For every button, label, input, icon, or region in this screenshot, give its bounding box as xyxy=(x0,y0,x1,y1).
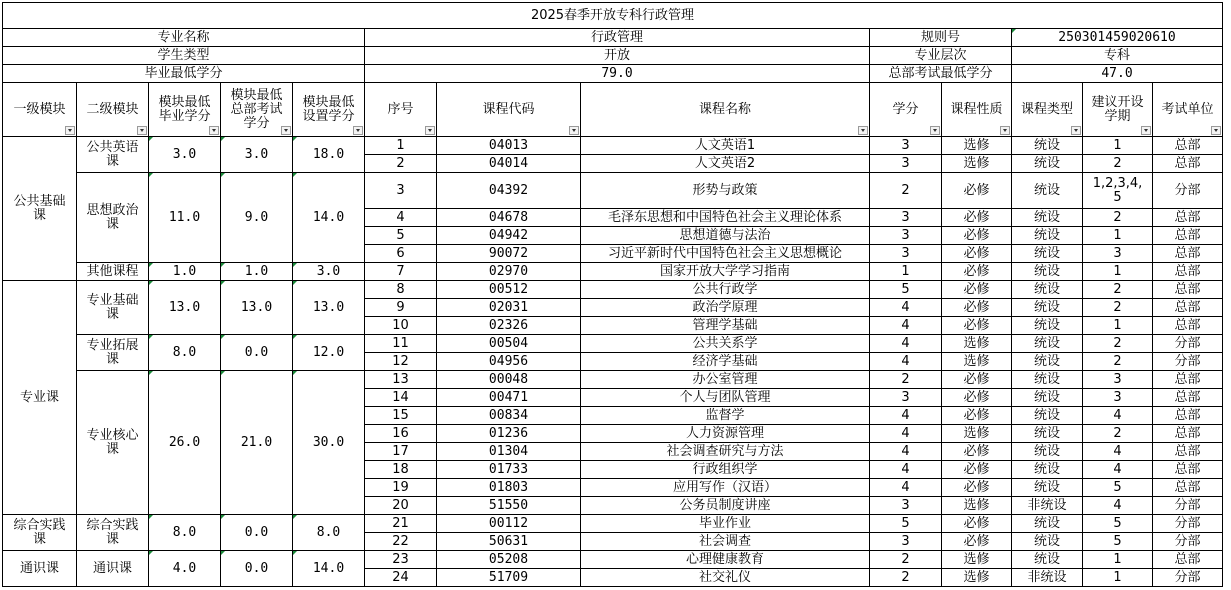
header-level1[interactable]: 一级模块 xyxy=(3,83,77,137)
course-code: 00112 xyxy=(437,515,581,533)
course-nature: 必修 xyxy=(942,461,1012,479)
table-row xyxy=(3,137,1223,155)
course-nature: 选修 xyxy=(942,353,1012,371)
module-min-hq-value: 9.0 xyxy=(221,173,293,263)
level2-module-cell: 专业核心 课 xyxy=(77,371,149,515)
course-unit: 总部 xyxy=(1153,281,1223,299)
filter-dropdown-icon[interactable] xyxy=(1141,126,1151,135)
header-name[interactable]: 课程名称 xyxy=(581,83,870,137)
course-name: 政治学原理 xyxy=(581,299,870,317)
module-min-set-value: 18.0 xyxy=(293,137,365,173)
level2-module-cell: 专业基础 课 xyxy=(77,281,149,335)
course-code: 50631 xyxy=(437,533,581,551)
course-term: 2 xyxy=(1083,155,1153,173)
course-credit: 5 xyxy=(870,515,942,533)
course-unit: 总部 xyxy=(1153,443,1223,461)
course-name: 毕业作业 xyxy=(581,515,870,533)
course-term: 4 xyxy=(1083,443,1153,461)
course-seq: 3 xyxy=(365,173,437,209)
module-min-grad-value: 26.0 xyxy=(149,371,221,515)
course-name: 公共关系学 xyxy=(581,335,870,353)
table-row xyxy=(3,371,1223,389)
course-type: 统设 xyxy=(1012,353,1083,371)
course-unit: 分部 xyxy=(1153,533,1223,551)
course-credit: 4 xyxy=(870,407,942,425)
course-code: 02326 xyxy=(437,317,581,335)
course-name: 人力资源管理 xyxy=(581,425,870,443)
module-min-hq-value: 0.0 xyxy=(221,515,293,551)
course-type: 统设 xyxy=(1012,245,1083,263)
course-seq: 17 xyxy=(365,443,437,461)
course-type: 非统设 xyxy=(1012,569,1083,587)
course-unit: 分部 xyxy=(1153,515,1223,533)
course-seq: 10 xyxy=(365,317,437,335)
course-code: 00471 xyxy=(437,389,581,407)
course-term: 2 xyxy=(1083,299,1153,317)
course-credit: 3 xyxy=(870,155,942,173)
rule-no-label: 规则号 xyxy=(870,29,1012,47)
header-code[interactable]: 课程代码 xyxy=(437,83,581,137)
module-min-set-value: 14.0 xyxy=(293,551,365,587)
course-unit: 总部 xyxy=(1153,389,1223,407)
course-unit: 总部 xyxy=(1153,245,1223,263)
course-term: 1 xyxy=(1083,317,1153,335)
course-credit: 3 xyxy=(870,227,942,245)
course-seq: 20 xyxy=(365,497,437,515)
course-term: 1,2,3,4, 5 xyxy=(1083,173,1153,209)
course-term: 5 xyxy=(1083,479,1153,497)
student-type-value: 开放 xyxy=(365,47,870,65)
course-nature: 必修 xyxy=(942,209,1012,227)
course-seq: 5 xyxy=(365,227,437,245)
course-name: 社交礼仪 xyxy=(581,569,870,587)
header-unit[interactable]: 考试单位 xyxy=(1153,83,1223,137)
course-unit: 分部 xyxy=(1153,569,1223,587)
course-credit: 3 xyxy=(870,497,942,515)
course-seq: 16 xyxy=(365,425,437,443)
course-name: 毛泽东思想和中国特色社会主义理论体系 xyxy=(581,209,870,227)
course-code: 02970 xyxy=(437,263,581,281)
course-credit: 3 xyxy=(870,533,942,551)
table-row xyxy=(3,263,1223,281)
min-credits-value: 79.0 xyxy=(365,65,870,83)
course-unit: 总部 xyxy=(1153,155,1223,173)
course-code: 04014 xyxy=(437,155,581,173)
course-code: 04956 xyxy=(437,353,581,371)
course-seq: 18 xyxy=(365,461,437,479)
course-credit: 2 xyxy=(870,173,942,209)
major-name-label: 专业名称 xyxy=(3,29,365,47)
course-type: 统设 xyxy=(1012,461,1083,479)
level1-module-cell: 专业课 xyxy=(3,281,77,515)
course-name: 公务员制度讲座 xyxy=(581,497,870,515)
course-unit: 总部 xyxy=(1153,227,1223,245)
header-nature[interactable]: 课程性质 xyxy=(942,83,1012,137)
course-seq: 14 xyxy=(365,389,437,407)
course-seq: 22 xyxy=(365,533,437,551)
header-seq[interactable]: 序号 xyxy=(365,83,437,137)
course-unit: 分部 xyxy=(1153,173,1223,209)
course-code: 04678 xyxy=(437,209,581,227)
level1-module-cell: 通识课 xyxy=(3,551,77,587)
course-credit: 3 xyxy=(870,245,942,263)
filter-dropdown-icon[interactable] xyxy=(209,126,219,135)
course-name: 人文英语1 xyxy=(581,137,870,155)
course-nature: 选修 xyxy=(942,497,1012,515)
level-label: 专业层次 xyxy=(870,47,1012,65)
course-nature: 必修 xyxy=(942,263,1012,281)
header-term[interactable]: 建议开设 学期 xyxy=(1083,83,1153,137)
course-term: 3 xyxy=(1083,371,1153,389)
course-nature: 选修 xyxy=(942,569,1012,587)
course-credit: 4 xyxy=(870,461,942,479)
filter-dropdown-icon[interactable] xyxy=(137,126,147,135)
course-unit: 分部 xyxy=(1153,335,1223,353)
course-unit: 总部 xyxy=(1153,461,1223,479)
course-name: 习近平新时代中国特色社会主义思想概论 xyxy=(581,245,870,263)
course-unit: 总部 xyxy=(1153,263,1223,281)
course-seq: 19 xyxy=(365,479,437,497)
course-seq: 12 xyxy=(365,353,437,371)
module-min-hq-value: 21.0 xyxy=(221,371,293,515)
module-min-grad-value: 1.0 xyxy=(149,263,221,281)
course-nature: 必修 xyxy=(942,281,1012,299)
course-seq: 24 xyxy=(365,569,437,587)
module-min-set-value: 14.0 xyxy=(293,173,365,263)
course-credit: 5 xyxy=(870,281,942,299)
filter-dropdown-icon[interactable] xyxy=(425,126,435,135)
filter-dropdown-icon[interactable] xyxy=(858,126,868,135)
course-name: 公共行政学 xyxy=(581,281,870,299)
course-name: 人文英语2 xyxy=(581,155,870,173)
hq-min-credits-label: 总部考试最低学分 xyxy=(870,65,1012,83)
course-unit: 总部 xyxy=(1153,317,1223,335)
header-mod-min-set[interactable]: 模块最低 设置学分 xyxy=(293,83,365,137)
level2-module-cell: 其他课程 xyxy=(77,263,149,281)
course-nature: 选修 xyxy=(942,155,1012,173)
course-plan-table xyxy=(2,2,1223,587)
min-credits-label: 毕业最低学分 xyxy=(3,65,365,83)
level1-module-cell: 综合实践 课 xyxy=(3,515,77,551)
course-type: 统设 xyxy=(1012,173,1083,209)
table-row xyxy=(3,551,1223,569)
module-min-grad-value: 13.0 xyxy=(149,281,221,335)
student-type-label: 学生类型 xyxy=(3,47,365,65)
course-type: 统设 xyxy=(1012,335,1083,353)
course-code: 01304 xyxy=(437,443,581,461)
module-min-hq-value: 13.0 xyxy=(221,281,293,335)
course-code: 05208 xyxy=(437,551,581,569)
filter-dropdown-icon[interactable] xyxy=(65,126,75,135)
course-credit: 4 xyxy=(870,425,942,443)
course-credit: 4 xyxy=(870,335,942,353)
course-code: 04013 xyxy=(437,137,581,155)
course-credit: 1 xyxy=(870,263,942,281)
course-nature: 必修 xyxy=(942,443,1012,461)
course-type: 统设 xyxy=(1012,371,1083,389)
course-unit: 总部 xyxy=(1153,371,1223,389)
course-term: 2 xyxy=(1083,281,1153,299)
course-credit: 3 xyxy=(870,137,942,155)
course-type: 统设 xyxy=(1012,425,1083,443)
course-name: 监督学 xyxy=(581,407,870,425)
course-name: 社会调查 xyxy=(581,533,870,551)
course-name: 思想道德与法治 xyxy=(581,227,870,245)
rule-no-value: 250301459020610 xyxy=(1012,29,1223,47)
level2-module-cell: 综合实践 课 xyxy=(77,515,149,551)
header-credit[interactable]: 学分 xyxy=(870,83,942,137)
table-row xyxy=(3,173,1223,209)
course-unit: 分部 xyxy=(1153,497,1223,515)
course-credit: 4 xyxy=(870,353,942,371)
filter-dropdown-icon[interactable] xyxy=(1071,126,1081,135)
course-nature: 必修 xyxy=(942,245,1012,263)
course-type: 统设 xyxy=(1012,299,1083,317)
header-level2[interactable]: 二级模块 xyxy=(77,83,149,137)
level2-module-cell: 专业拓展 课 xyxy=(77,335,149,371)
table-row xyxy=(3,281,1223,299)
course-seq: 11 xyxy=(365,335,437,353)
course-type: 统设 xyxy=(1012,209,1083,227)
course-term: 1 xyxy=(1083,569,1153,587)
table-row xyxy=(3,515,1223,533)
course-type: 统设 xyxy=(1012,263,1083,281)
course-type: 统设 xyxy=(1012,155,1083,173)
course-seq: 23 xyxy=(365,551,437,569)
course-unit: 总部 xyxy=(1153,299,1223,317)
course-credit: 2 xyxy=(870,371,942,389)
course-nature: 选修 xyxy=(942,425,1012,443)
course-name: 个人与团队管理 xyxy=(581,389,870,407)
course-type: 统设 xyxy=(1012,317,1083,335)
header-ctype[interactable]: 课程类型 xyxy=(1012,83,1083,137)
filter-dropdown-icon[interactable] xyxy=(1211,126,1221,135)
course-term: 1 xyxy=(1083,227,1153,245)
course-unit: 总部 xyxy=(1153,551,1223,569)
course-name: 应用写作（汉语） xyxy=(581,479,870,497)
course-type: 统设 xyxy=(1012,281,1083,299)
course-code: 01236 xyxy=(437,425,581,443)
course-seq: 7 xyxy=(365,263,437,281)
course-credit: 4 xyxy=(870,443,942,461)
course-nature: 选修 xyxy=(942,551,1012,569)
course-seq: 15 xyxy=(365,407,437,425)
module-min-grad-value: 8.0 xyxy=(149,515,221,551)
course-type: 统设 xyxy=(1012,551,1083,569)
course-credit: 4 xyxy=(870,317,942,335)
course-term: 1 xyxy=(1083,263,1153,281)
course-term: 4 xyxy=(1083,407,1153,425)
course-unit: 总部 xyxy=(1153,425,1223,443)
course-nature: 必修 xyxy=(942,479,1012,497)
course-credit: 3 xyxy=(870,389,942,407)
course-code: 02031 xyxy=(437,299,581,317)
module-min-hq-value: 1.0 xyxy=(221,263,293,281)
course-code: 01803 xyxy=(437,479,581,497)
hq-min-credits-value: 47.0 xyxy=(1012,65,1223,83)
course-type: 统设 xyxy=(1012,407,1083,425)
header-mod-min-grad[interactable]: 模块最低 毕业学分 xyxy=(149,83,221,137)
course-term: 2 xyxy=(1083,425,1153,443)
module-min-set-value: 30.0 xyxy=(293,371,365,515)
course-credit: 3 xyxy=(870,209,942,227)
course-nature: 必修 xyxy=(942,299,1012,317)
course-type: 统设 xyxy=(1012,443,1083,461)
module-min-set-value: 3.0 xyxy=(293,263,365,281)
course-type: 非统设 xyxy=(1012,497,1083,515)
course-name: 管理学基础 xyxy=(581,317,870,335)
course-seq: 6 xyxy=(365,245,437,263)
course-term: 1 xyxy=(1083,137,1153,155)
course-term: 2 xyxy=(1083,353,1153,371)
filter-dropdown-icon[interactable] xyxy=(930,126,940,135)
course-code: 00512 xyxy=(437,281,581,299)
course-name: 心理健康教育 xyxy=(581,551,870,569)
module-min-set-value: 13.0 xyxy=(293,281,365,335)
module-min-grad-value: 11.0 xyxy=(149,173,221,263)
course-seq: 1 xyxy=(365,137,437,155)
level-value: 专科 xyxy=(1012,47,1223,65)
course-term: 2 xyxy=(1083,335,1153,353)
course-term: 3 xyxy=(1083,245,1153,263)
module-min-grad-value: 3.0 xyxy=(149,137,221,173)
filter-dropdown-icon[interactable] xyxy=(353,126,363,135)
course-name: 国家开放大学学习指南 xyxy=(581,263,870,281)
course-code: 04392 xyxy=(437,173,581,209)
course-nature: 必修 xyxy=(942,173,1012,209)
course-code: 00048 xyxy=(437,371,581,389)
course-type: 统设 xyxy=(1012,533,1083,551)
module-min-hq-value: 0.0 xyxy=(221,551,293,587)
course-term: 1 xyxy=(1083,551,1153,569)
course-term: 5 xyxy=(1083,515,1153,533)
course-seq: 21 xyxy=(365,515,437,533)
course-type: 统设 xyxy=(1012,389,1083,407)
course-unit: 总部 xyxy=(1153,407,1223,425)
course-nature: 必修 xyxy=(942,389,1012,407)
sheet-title: 2025春季开放专科行政管理 xyxy=(3,3,1223,29)
course-term: 4 xyxy=(1083,497,1153,515)
course-unit: 总部 xyxy=(1153,209,1223,227)
course-credit: 4 xyxy=(870,479,942,497)
filter-dropdown-icon[interactable] xyxy=(569,126,579,135)
course-nature: 必修 xyxy=(942,407,1012,425)
course-credit: 2 xyxy=(870,551,942,569)
course-code: 51550 xyxy=(437,497,581,515)
filter-dropdown-icon[interactable] xyxy=(281,126,291,135)
course-seq: 8 xyxy=(365,281,437,299)
course-code: 04942 xyxy=(437,227,581,245)
course-term: 5 xyxy=(1083,533,1153,551)
course-name: 社会调查研究与方法 xyxy=(581,443,870,461)
course-code: 00504 xyxy=(437,335,581,353)
course-code: 00834 xyxy=(437,407,581,425)
module-min-hq-value: 0.0 xyxy=(221,335,293,371)
course-code: 01733 xyxy=(437,461,581,479)
course-nature: 必修 xyxy=(942,227,1012,245)
level2-module-cell: 通识课 xyxy=(77,551,149,587)
course-type: 统设 xyxy=(1012,137,1083,155)
course-seq: 4 xyxy=(365,209,437,227)
course-unit: 分部 xyxy=(1153,353,1223,371)
major-name-value: 行政管理 xyxy=(365,29,870,47)
course-nature: 必修 xyxy=(942,515,1012,533)
course-credit: 2 xyxy=(870,569,942,587)
course-name: 办公室管理 xyxy=(581,371,870,389)
filter-dropdown-icon[interactable] xyxy=(1000,126,1010,135)
course-seq: 9 xyxy=(365,299,437,317)
header-mod-min-hq[interactable]: 模块最低 总部考试 学分 xyxy=(221,83,293,137)
course-code: 90072 xyxy=(437,245,581,263)
module-min-set-value: 12.0 xyxy=(293,335,365,371)
course-credit: 4 xyxy=(870,299,942,317)
course-name: 形势与政策 xyxy=(581,173,870,209)
course-unit: 总部 xyxy=(1153,137,1223,155)
level2-module-cell: 思想政治 课 xyxy=(77,173,149,263)
module-min-hq-value: 3.0 xyxy=(221,137,293,173)
table-row xyxy=(3,335,1223,353)
course-code: 51709 xyxy=(437,569,581,587)
course-type: 统设 xyxy=(1012,479,1083,497)
module-min-grad-value: 8.0 xyxy=(149,335,221,371)
course-nature: 选修 xyxy=(942,137,1012,155)
module-min-grad-value: 4.0 xyxy=(149,551,221,587)
course-name: 行政组织学 xyxy=(581,461,870,479)
course-nature: 选修 xyxy=(942,335,1012,353)
course-term: 4 xyxy=(1083,461,1153,479)
level1-module-cell: 公共基础 课 xyxy=(3,137,77,281)
course-type: 统设 xyxy=(1012,515,1083,533)
course-seq: 2 xyxy=(365,155,437,173)
level2-module-cell: 公共英语 课 xyxy=(77,137,149,173)
module-min-set-value: 8.0 xyxy=(293,515,365,551)
course-nature: 必修 xyxy=(942,317,1012,335)
course-term: 3 xyxy=(1083,389,1153,407)
course-nature: 必修 xyxy=(942,533,1012,551)
course-nature: 必修 xyxy=(942,371,1012,389)
course-name: 经济学基础 xyxy=(581,353,870,371)
course-unit: 总部 xyxy=(1153,479,1223,497)
course-seq: 13 xyxy=(365,371,437,389)
course-type: 统设 xyxy=(1012,227,1083,245)
course-term: 2 xyxy=(1083,209,1153,227)
